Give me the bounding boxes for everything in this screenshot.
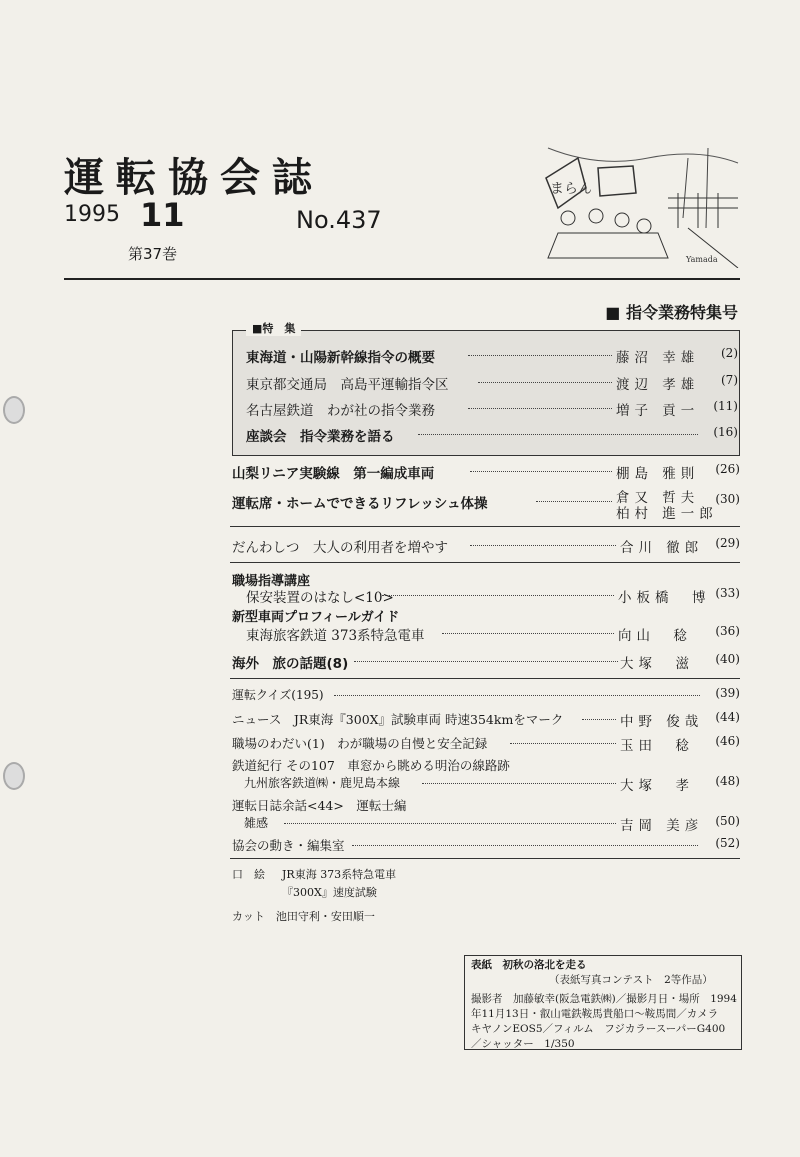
leader-dots (468, 355, 612, 356)
entry-page: (52) (715, 836, 740, 850)
leader-dots (382, 595, 614, 596)
toc-entry[interactable] (246, 373, 738, 393)
entry-author: 合川 徹郎 (620, 540, 704, 556)
entry-page: (36) (715, 624, 740, 638)
section-rule (230, 526, 740, 527)
leader-dots (354, 661, 618, 662)
entry-page: (46) (715, 734, 740, 748)
toc-entry[interactable] (232, 462, 740, 482)
issue-month: 11 (140, 196, 185, 234)
entry-title: 東京都交通局 高島平運輸指令区 (246, 377, 449, 393)
leader-dots (422, 783, 616, 784)
cover-credit-3: キヤノンEOS5／フィルム フジカラースーパーG400 (471, 1023, 726, 1035)
entry-author: 棚島 雅則 (616, 466, 700, 482)
frontispiece-label: 口 絵 (232, 868, 265, 881)
toc-entry[interactable] (232, 652, 740, 672)
entry-page: (11) (713, 399, 738, 413)
entry-page: (33) (715, 586, 740, 600)
section-rule (230, 858, 740, 859)
entry-title: 九州旅客鉄道㈱・鹿児島本線 (244, 776, 401, 790)
entry-page: (30) (715, 492, 740, 506)
cover-illustration (538, 138, 744, 268)
entry-title: 職場のわだい(1) わが職場の自慢と安全記録 (232, 736, 488, 751)
section-rule (230, 678, 740, 679)
entry-author: 吉岡 美彦 (620, 818, 704, 834)
cover-credit-2: 年11月13日・叡山電鉄鞍馬貴船口～鞍馬間／カメラ (471, 1008, 719, 1020)
entry-page: (48) (715, 774, 740, 788)
volume-number: 第37巻 (128, 245, 178, 263)
entry-page: (26) (715, 462, 740, 476)
entry-page: (16) (713, 425, 738, 439)
entry-title: 協会の動き・編集室 (232, 838, 345, 853)
binder-hole-bottom (3, 762, 25, 790)
special-issue-title: ■ 指令業務特集号 (605, 303, 738, 322)
toc-entry[interactable] (246, 624, 740, 644)
entry-page: (7) (721, 373, 738, 387)
leader-dots (334, 695, 700, 696)
entry-author: 玉田 稔 (620, 738, 694, 754)
entry-author: 向山 稔 (618, 628, 692, 644)
leader-dots (352, 845, 698, 846)
toc-entry[interactable] (232, 536, 740, 556)
entry-title: 保安装置のはなし<10> (246, 590, 394, 606)
cover-subtitle: （表紙写真コンテスト 2等作品） (549, 974, 713, 986)
cover-credit-1: 撮影者 加藤敏幸(阪急電鉄㈱)／撮影月日・場所 1994 (471, 993, 737, 1005)
section-rule (230, 562, 740, 563)
entry-author: 中野 俊哉 (620, 714, 704, 730)
binder-hole-top (3, 396, 25, 424)
section-heading: 職場指導講座 (232, 574, 311, 589)
leader-dots (284, 823, 616, 824)
toc-entry[interactable] (246, 346, 738, 366)
entry-title: 山梨リニア実験線 第一編成車両 (232, 466, 435, 482)
leader-dots (418, 434, 698, 435)
entry-title: 海外 旅の話題(8) (232, 656, 349, 672)
toc-entry[interactable] (246, 399, 738, 419)
entry-title: 運転クイズ(195) (232, 688, 324, 702)
entry-page: (29) (715, 536, 740, 550)
entry-page: (39) (715, 686, 740, 700)
entry-page: (40) (715, 652, 740, 666)
entry-author: 小板橋 博 (618, 590, 711, 606)
entry-title: 運転席・ホームでできるリフレッシュ体操 (232, 496, 488, 512)
entry-title: 雑感 (244, 816, 269, 830)
feature-label: ■特 集 (246, 320, 301, 336)
entry-page: (2) (721, 346, 738, 360)
leader-dots (468, 408, 612, 409)
entry-author: 増子 貢一 (616, 403, 700, 419)
leader-dots (510, 743, 616, 744)
frontispiece-line-1: JR東海 373系特急電車 (282, 868, 397, 881)
cover-info-box (464, 955, 742, 1050)
toc-entry[interactable] (232, 710, 740, 730)
issue-year: 1995 (64, 202, 120, 227)
entry-title: 東海道・山陽新幹線指令の概要 (246, 350, 435, 366)
svg-text:まらん: まらん (550, 181, 592, 197)
toc-entry[interactable] (232, 836, 740, 856)
toc-entry[interactable] (244, 774, 740, 794)
entry-page: (50) (715, 814, 740, 828)
entry-author: 大塚 滋 (620, 656, 694, 672)
leader-dots (470, 471, 612, 472)
header-rule (64, 278, 740, 280)
entry-title: 東海旅客鉄道 373系特急電車 (246, 628, 425, 644)
section-heading: 運転日誌余話<44> 運転士編 (232, 798, 407, 813)
toc-entry[interactable] (232, 734, 740, 754)
entry-author-2: 柏村 進一郎 (616, 506, 718, 522)
entry-title: 名古屋鉄道 わが社の指令業務 (246, 403, 435, 419)
cover-credit-4: ／シャッター 1/350 (471, 1038, 575, 1050)
entry-author: 大塚 孝 (620, 778, 694, 794)
toc-entry[interactable] (244, 814, 740, 834)
entry-page: (44) (715, 710, 740, 724)
cut-credit: カット 池田守利・安田順一 (232, 910, 375, 923)
leader-dots (536, 501, 612, 502)
toc-entry[interactable] (246, 586, 740, 606)
leader-dots (582, 719, 616, 720)
leader-dots (442, 633, 614, 634)
magazine-title: 運転協会誌 (64, 155, 324, 201)
issue-number: No.437 (296, 206, 382, 234)
toc-entry[interactable] (232, 686, 740, 706)
entry-title: だんわしつ 大人の利用者を増やす (232, 540, 448, 556)
section-heading: 鉄道紀行 その107 車窓から眺める明治の線路跡 (232, 758, 510, 773)
frontispiece-line-2: 『300X』速度試験 (282, 886, 377, 899)
cover-title: 表紙 初秋の洛北を走る (471, 959, 587, 971)
section-heading: 新型車両プロフィールガイド (232, 610, 400, 625)
entry-title: ニュース JR東海『300X』試験車両 時速354kmをマーク (232, 712, 564, 727)
entry-author: 藤沼 幸雄 (616, 350, 700, 366)
leader-dots (470, 545, 616, 546)
entry-title: 座談会 指令業務を語る (246, 429, 395, 445)
leader-dots (478, 382, 612, 383)
entry-author: 倉又 哲夫 (616, 490, 700, 506)
toc-entry[interactable] (232, 490, 740, 522)
illustration-signature: Yamada (686, 255, 718, 264)
toc-entry[interactable] (246, 425, 738, 445)
entry-author: 渡辺 孝雄 (616, 377, 700, 393)
